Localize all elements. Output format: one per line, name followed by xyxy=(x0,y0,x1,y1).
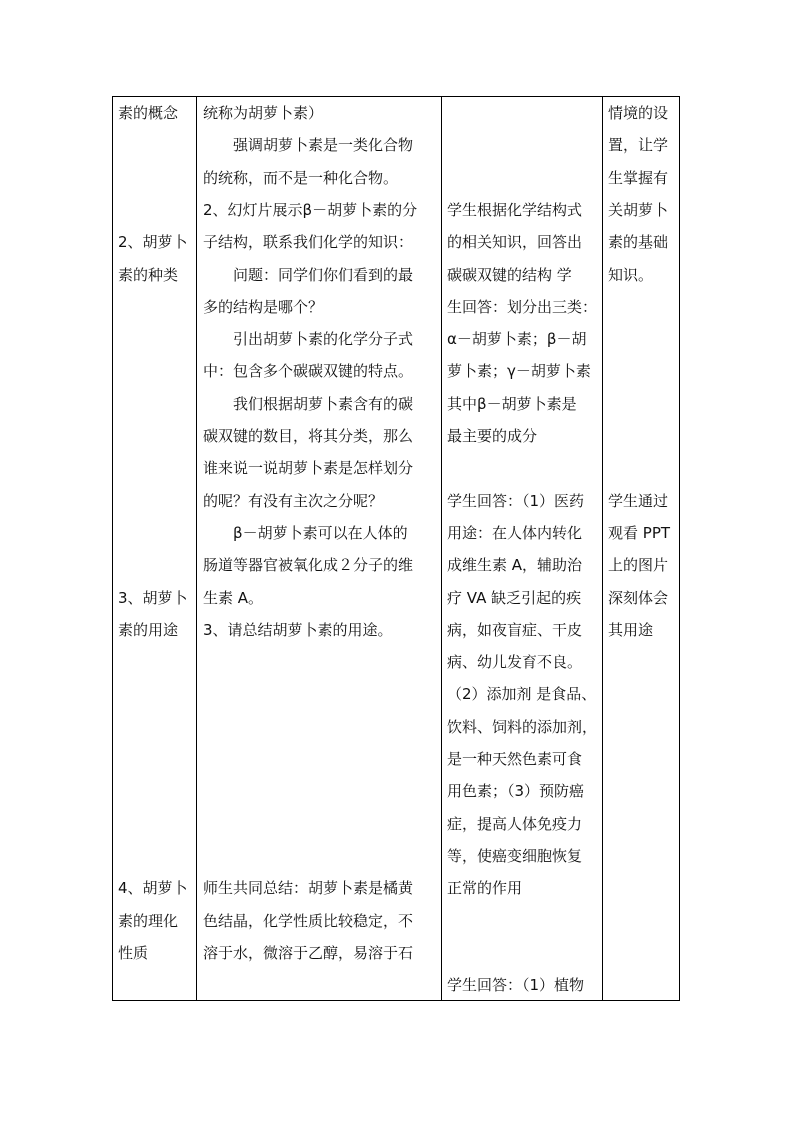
col2-line: 多的结构是哪个？ xyxy=(203,297,324,316)
col4-line: 置，让学 xyxy=(608,136,669,155)
col1-line: 素的概念 xyxy=(118,104,179,122)
col1-line: 性质 xyxy=(118,943,149,962)
col3-line: 用途：在人体内转化 xyxy=(447,523,583,542)
col3-line: 其中β－胡萝卜素是 xyxy=(447,394,577,413)
col3-line: 疗 VA 缺乏引起的疾 xyxy=(447,588,582,607)
col4-line: 观看 PPT xyxy=(608,523,671,542)
column-divider xyxy=(441,97,442,1000)
col3-line: 最主要的成分 xyxy=(447,427,538,445)
col2-line: 肠道等器官被氧化成２分子的维 xyxy=(203,556,414,575)
col4-line: 素的基础 xyxy=(608,233,669,252)
col3-line: 学生根据化学结构式 xyxy=(447,200,583,219)
col3-line: 学生回答：（1）植物 xyxy=(447,976,585,995)
col3-line: （2）添加剂 是食品、 xyxy=(447,685,597,704)
col1-line: 素的种类 xyxy=(118,265,179,284)
col3-line: 病，如夜盲症、干皮 xyxy=(447,620,583,639)
col3-line: 是一种天然色素可食 xyxy=(447,750,583,768)
col4-line: 上的图片 xyxy=(608,556,669,575)
col2-line: 子结构，联系我们化学的知识： xyxy=(203,233,414,252)
col3-line: 饮料、饲料的添加剂， xyxy=(447,717,598,736)
col2-line: 的呢？有没有主次之分呢？ xyxy=(203,491,384,510)
col3-line: 萝卜素；γ－胡萝卜素 xyxy=(447,362,591,381)
col2-line: 我们根据胡萝卜素含有的碳 xyxy=(233,394,414,413)
col3-line: α－胡萝卜素；β－胡 xyxy=(447,330,587,349)
col4-line: 生掌握有 xyxy=(608,168,669,187)
column-divider xyxy=(602,97,603,1000)
col2-line: 中：包含多个碳碳双键的特点。 xyxy=(203,362,414,381)
col2-line: 谁来说一说胡萝卜素是怎样划分 xyxy=(203,459,414,478)
col1-line: 素的用途 xyxy=(118,620,179,639)
col2-line: 溶于水，微溶于乙醇，易溶于石 xyxy=(203,943,414,962)
col2-line: 生素 A。 xyxy=(203,588,264,607)
col1-line: 2、胡萝卜 xyxy=(118,233,188,252)
col4-line: 情境的设 xyxy=(608,104,669,122)
lesson-plan-table xyxy=(112,96,680,1001)
col2-line: 色结晶，化学性质比较稳定，不 xyxy=(203,911,414,930)
col2-line: 师生共同总结：胡萝卜素是橘黄 xyxy=(203,879,414,898)
col3-line: 正常的作用 xyxy=(447,879,523,898)
column-divider xyxy=(196,97,197,1000)
col2-line: 引出胡萝卜素的化学分子式 xyxy=(233,330,414,349)
col2-line: 3、请总结胡萝卜素的用途。 xyxy=(203,620,393,639)
col2-line: 的统称，而不是一种化合物。 xyxy=(203,168,399,187)
col4-line: 其用途 xyxy=(608,620,654,639)
col4-line: 关胡萝卜 xyxy=(608,200,669,219)
col1-line: 4、胡萝卜 xyxy=(118,879,188,898)
col3-line: 等，使癌变细胞恢复 xyxy=(447,846,583,865)
col4-line: 学生通过 xyxy=(608,491,669,510)
col3-line: 生回答：划分出三类： xyxy=(447,297,598,316)
col3-line: 碳碳双键的结构 学 xyxy=(447,265,572,284)
col4-line: 深刻体会 xyxy=(608,588,669,607)
col2-line: 统称为胡萝卜素） xyxy=(203,104,324,122)
col2-line: 问题：同学们你们看到的最 xyxy=(233,265,414,284)
col3-line: 症，提高人体免疫力 xyxy=(447,814,583,833)
col2-line: 强调胡萝卜素是一类化合物 xyxy=(233,136,414,155)
col2-line: β－胡萝卜素可以在人体的 xyxy=(233,523,408,542)
col3-line: 学生回答：（1）医药 xyxy=(447,491,585,510)
col4-line: 知识。 xyxy=(608,265,654,284)
col2-line: 碳双键的数目，将其分类，那么 xyxy=(203,427,414,445)
col3-line: 的相关知识，回答出 xyxy=(447,233,583,252)
col3-line: 成维生素 A，辅助治 xyxy=(447,556,583,575)
col1-line: 3、胡萝卜 xyxy=(118,588,188,607)
col2-line: 2、幻灯片展示β－胡萝卜素的分 xyxy=(203,200,418,219)
col1-line: 素的理化 xyxy=(118,911,179,930)
col3-line: 病、幼儿发育不良。 xyxy=(447,653,583,672)
col3-line: 用色素；（3）预防癌 xyxy=(447,782,585,801)
